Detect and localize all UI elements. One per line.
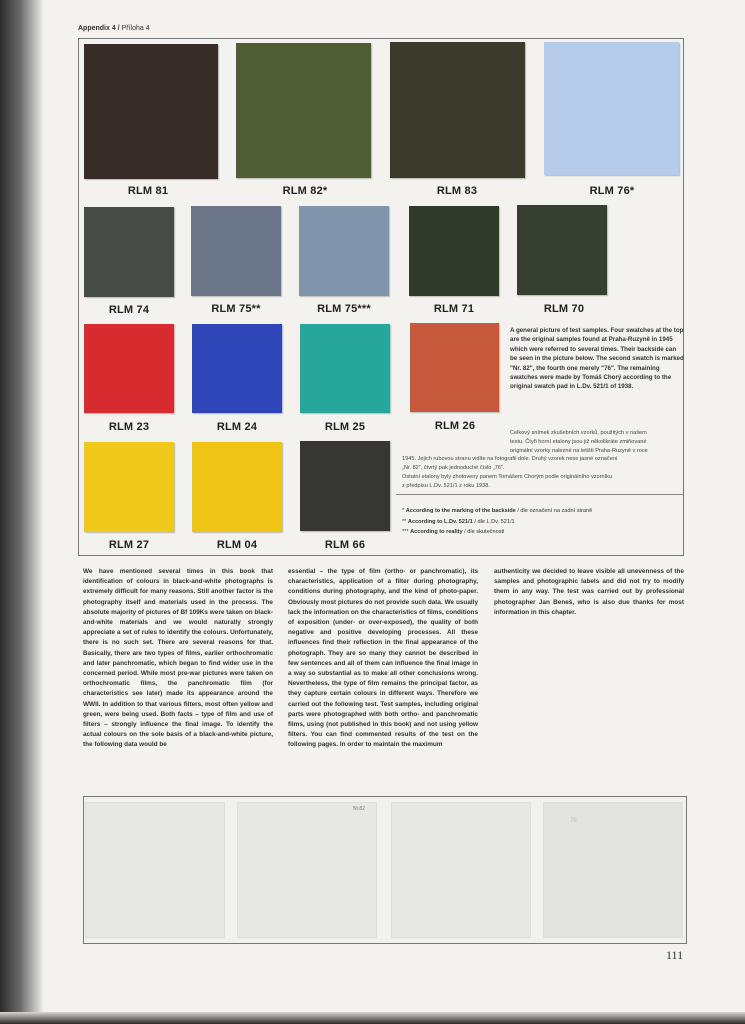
swatch-rlm-70 [517,205,607,295]
swatch-rlm-74 [84,207,174,297]
label-rlm-66: RLM 66 [324,539,366,551]
label-rlm-23: RLM 23 [108,421,150,433]
footnote-mark: *** [402,529,411,535]
swatch-rlm-27 [84,442,174,532]
swatch-rlm-82 [236,43,371,178]
caption-czech-line: Ostatní etalony byly zhotoveny panem Tomášem Chorým podle originálního vzorníku [402,473,613,480]
page-edge-shadow [0,1012,745,1024]
footnote-translation: / dle L.Dv. 521/1 [472,518,515,525]
notes-divider [396,494,684,495]
label-rlm-24: RLM 24 [216,421,258,433]
swatch-rlm-75-b [299,206,389,296]
swatch-rlm-76 [544,42,679,175]
caption-czech-line: originální vzorky nalezné na letišti Praha-Ruzyně v roce [510,447,648,454]
swatch-rlm-81 [84,44,218,179]
label-rlm-25: RLM 25 [324,421,366,433]
swatch-rlm-24 [192,324,282,413]
label-rlm-76: RLM 76* [589,185,635,197]
label-rlm-82: RLM 82* [282,185,328,197]
header-separator: / [115,25,122,32]
swatch-rlm-23 [84,324,174,413]
footnotes [402,506,684,538]
caption-czech-line: testu. Čtyři horní etalony jsou již několikráte zmiňované [510,438,647,445]
label-rlm-27: RLM 27 [108,539,150,551]
caption-czech-line: 1945. Jejich rubovou stranu vidíte na fotografii dole. Druhý vzorek nese jasné označení [402,456,618,463]
body-column-3: authenticity we decided to leave visible all unevenness of the samples and photographic labels and did not try to modify them in any way. The test was carried out by professional photographer Jan Beneš, who is also due thanks for most information in this chapter. [494,568,684,616]
label-rlm-71: RLM 71 [433,303,475,315]
swatch-rlm-04 [192,442,282,532]
backside-mark-nr82: Nr.82 [353,806,365,812]
swatch-rlm-66 [300,441,390,531]
label-rlm-26: RLM 26 [434,420,476,432]
swatch-rlm-83 [390,42,525,178]
footnote [402,517,684,528]
label-rlm-81: RLM 81 [127,185,169,197]
footnote-translation: / dle označení na zadní straně [515,508,593,514]
body-column-2: essential – the type of film (ortho- or panchromatic), its characteristics, application of a filter during photography, conditions during photography, and the kind of photo-paper. Obviously most pictures do not provide such data. We usually lack the information on the characteristics of films, conditions of exposition (under- or over-exposed), the quality of both negative and positive developing processes. All these influences find their reflection in the final appearance of the photograph. They are so many they cannot be described in few sentences and all of them can influence the final image in a way so substantial as to make all other conclusions wrong. Nevertheless, the type of film remains the principal factor, as they capture certain colours in different ways. Therefore we carried out the following test. Test samples, including original parts were photographed with both ortho- and panchromatic films, using (not published in this book) and not using yellow filters. You can find commented results of the test on the following pages. In order to maintain the maximum [288,568,478,749]
footnote-mark: * [402,508,406,514]
footnote-text: According to the marking of the backside [405,508,516,514]
footnote [402,527,684,538]
swatch-rlm-25 [300,324,390,413]
footnote [402,506,684,517]
page-header [78,25,150,32]
footnote-text: According to L.Dv. 521/1 [407,518,473,525]
body-column-1: We have mentioned several times in this book that identification of colours in black-and-white photographs is extremely difficult for many reasons. Still another factor is the photography itself and materials used in the process. The absolute majority of pictures of Bf 109Ks were taken on black-and-white materials and we would naturally strongly appreciate a set of rules to identify the colours. Unfortunately, there is no such set. There are several reasons for that. Basically, there are two types of films, earlier orthochromatic and later panchromatic, which began to find wider use in the concerned period. While most pre-war pictures were taken on orthochromatic films, the panchromatic film (for characteristics see later) made its appearance around the WWII. In addition to that various filters, most often yellow and green, were being used. Both facts – type of film and use of filters – strongly influence the final image. To identify the actual colours on the sole basis of a black-and-white picture, the following data would be [83,568,273,749]
backside-mark-76: 76 [570,818,577,824]
footnote-translation: / dle skutečnosti [462,529,505,535]
label-rlm-75-b: RLM 75*** [317,303,371,315]
swatch-rlm-75-a [191,206,281,296]
backside-swatch [85,802,225,938]
backside-swatch [237,802,377,938]
caption-czech-line: z předpisu L.Dv. 521/1 z roku 1938. [402,482,490,489]
caption-czech-line: „Nr. 82", čtvrtý pak jednoduché číslo „76". [402,465,505,472]
header-title: Appendix 4 [78,25,116,32]
footnote-mark: ** [402,518,408,525]
header-subtitle: Příloha 4 [121,25,150,32]
label-rlm-74: RLM 74 [108,304,150,316]
swatch-rlm-26 [410,323,499,412]
swatch-rlm-71 [409,206,499,296]
caption-english: A general picture of test samples. Four swatches at the top are the original samples found at Praha-Ruzyně in 1945 which were referred to several times. Their backside can be seen in the picture below. The second swatch is marked "Nr. 82", the fourth one merely "76". The remaining swatches were made by Tomáš Chorý according to the original swatch pad in L.Dv. 521/1 of 1938. [510,327,684,391]
label-rlm-04: RLM 04 [216,539,258,551]
book-binding-shadow [0,0,44,1024]
caption-czech-line: Celkový snímek zkušebních vzorků, použitých v našem [510,430,647,436]
backside-swatch [543,802,683,938]
caption-czech [402,429,684,491]
page-number: 111 [666,948,684,962]
backside-swatch [391,802,531,938]
footnote-text: According to reality [410,529,463,535]
label-rlm-83: RLM 83 [436,185,478,197]
label-rlm-70: RLM 70 [543,303,585,315]
label-rlm-75-a: RLM 75** [211,303,261,315]
